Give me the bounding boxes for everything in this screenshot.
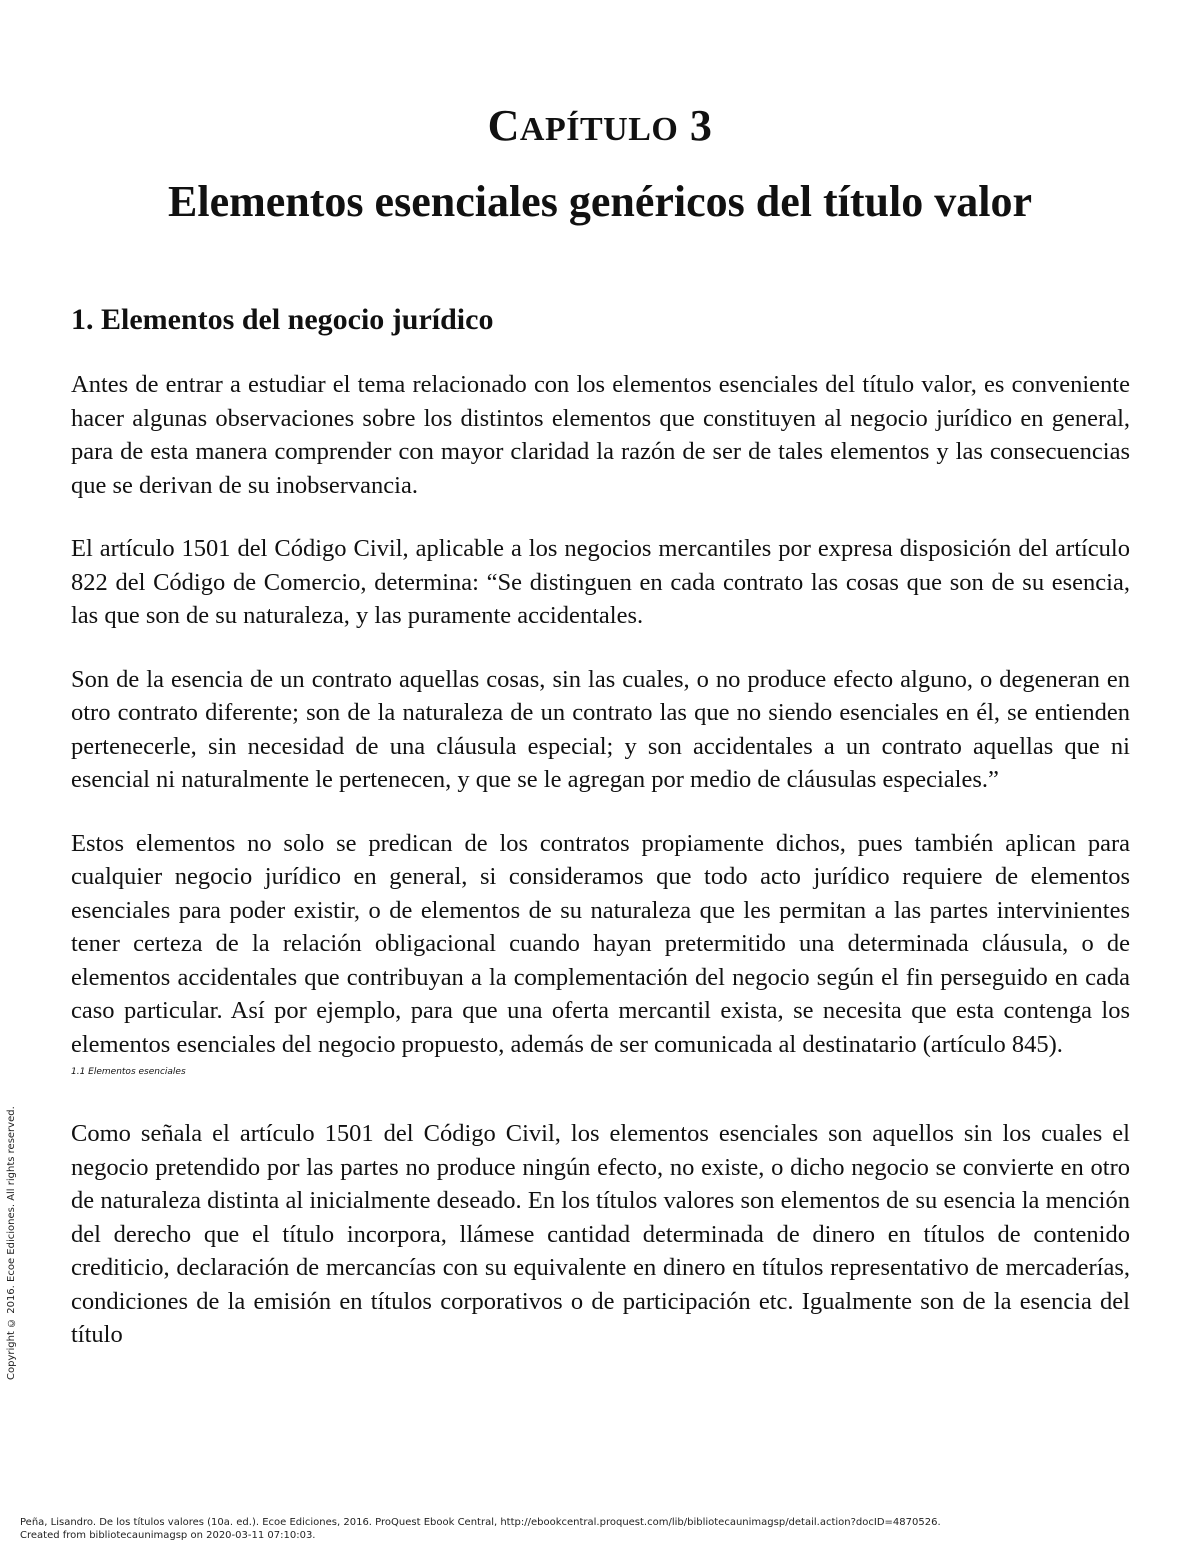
- paragraph-1: Antes de entrar a estudiar el tema relacionado con los elementos esenciales del título valor, es conveniente hacer algunas observaciones sobre los distintos elementos que constituyen al negocio jurídico en general, para de esta manera comprender con mayor claridad la razón de ser de tales elementos y las consecuencias que se derivan de su inobservancia.: [71, 371, 1130, 499]
- paragraph-2: El artículo 1501 del Código Civil, aplicable a los negocios mercantiles por expresa disposición del artículo 822 del Código de Comercio, determina: “Se distinguen en cada contrato las cosas que son de su esencia, las que son de su naturaleza, y las puramente accidentales.: [71, 535, 1130, 629]
- footer-citation: Peña, Lisandro. De los títulos valores (10a. ed.). Ecoe Ediciones, 2016. ProQuest Ebook Central, http://ebookcentral.proquest.com/lib/bibliotecaunimagsp/detail.action?docID=4870526.: [20, 1517, 941, 1528]
- paragraph-5: Como señala el artículo 1501 del Código Civil, los elementos esenciales son aquellos sin los cuales el negocio pretendido por las partes no produce ningún efecto, no existe, o dicho negocio se convierte en otro de naturaleza distinta al inicialmente deseado. En los títulos valores son elementos de su esencia la mención del derecho que el título incorpora, llámese cantidad determinada de dinero en títulos de contenido crediticio, declaración de mercancías con su equivalente en dinero en títulos representativo de mercaderías, condiciones de la emisión en títulos corporativos o de participación etc. Igualmente son de la esencia del título: [71, 1120, 1130, 1348]
- section-heading: 1. Elementos del negocio jurídico: [71, 303, 494, 336]
- chapter-label-initial: C: [487, 101, 520, 150]
- paragraph-3: Son de la esencia de un contrato aquellas cosas, sin las cuales, o no produce efecto alguno, o degeneran en otro contrato diferente; son de la naturaleza de un contrato las que no siendo esenciales en él, se entienden pertenecerle, sin necesidad de una cláusula especial; y son accidentales a un contrato aquellas que ni esencial ni naturalmente le pertenecen, y que se le agregan por medio de cláusulas especiales.”: [71, 665, 1130, 793]
- copyright-notice: Copyright © 2016. Ecoe Ediciones. All rights reserved.: [6, 1106, 17, 1380]
- chapter-number: 3: [689, 101, 713, 150]
- chapter-label: [0, 100, 1200, 151]
- page-content: [71, 300, 1130, 1382]
- chapter-label-rest: APÍTULO: [519, 111, 679, 148]
- subsection-heading: 1.1 Elementos esenciales: [71, 1067, 186, 1077]
- footer-created: Created from bibliotecaunimagsp on 2020-03-11 07:10:03.: [20, 1530, 316, 1541]
- paragraph-4: Estos elementos no solo se predican de los contratos propiamente dichos, pues también aplican para cualquier negocio jurídico en general, si consideramos que todo acto jurídico requiere de elementos esenciales para poder existir, o de elementos de su naturaleza que les permitan a las partes intervinientes tener certeza de la relación obligacional cuando hayan pretermitido una determinada cláusula, o de elementos accidentales que contribuyan a la complementación del negocio según el fin perseguido en cada caso particular. Así por ejemplo, para que una oferta mercantil exista, se necesita que esta contenga los elementos esenciales del negocio propuesto, además de ser comunicada al destinatario (artículo 845).: [71, 829, 1130, 1058]
- chapter-title: Elementos esenciales genéricos del título valor: [168, 177, 1032, 226]
- page-footer: [20, 1516, 1180, 1542]
